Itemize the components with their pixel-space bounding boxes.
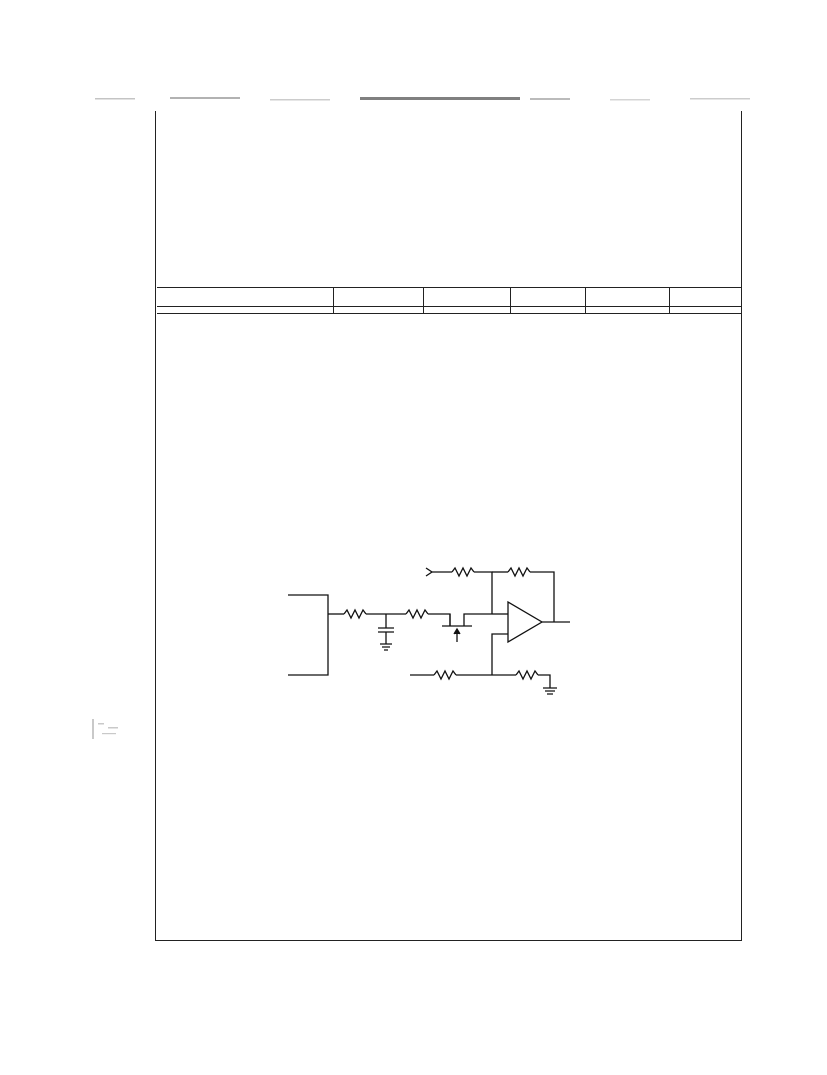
audio-input-arrow	[426, 568, 432, 576]
conditions-column	[333, 307, 423, 314]
header-units	[669, 288, 741, 307]
table-header-row	[157, 288, 741, 307]
header-parameter	[157, 288, 333, 307]
units-column	[669, 307, 741, 314]
resistor-ground	[516, 671, 538, 679]
op-amp-triangle	[508, 602, 542, 642]
typical-application-schematic	[280, 550, 580, 710]
resistor-47k	[344, 610, 366, 618]
header-min	[423, 288, 510, 307]
page-frame	[155, 111, 742, 941]
scan-smudge	[90, 715, 145, 745]
header-typ	[510, 288, 585, 307]
scan-speckle	[90, 94, 760, 104]
typ-column	[510, 307, 585, 314]
resistor-audio	[452, 568, 474, 576]
electrical-characteristics-table	[157, 287, 741, 314]
parameter-column	[157, 307, 333, 314]
table-body-row	[157, 307, 741, 314]
resistor-270k-feedback	[508, 568, 530, 576]
header-max	[585, 288, 669, 307]
header-conditions	[333, 288, 423, 307]
part-number-side-title	[116, 108, 146, 188]
resistor-270k-mid	[406, 610, 428, 618]
min-column	[423, 307, 510, 314]
max-column	[585, 307, 669, 314]
resistor-vsupply	[434, 671, 456, 679]
chip-outline	[288, 595, 328, 675]
capacitor-270pf	[378, 628, 394, 632]
